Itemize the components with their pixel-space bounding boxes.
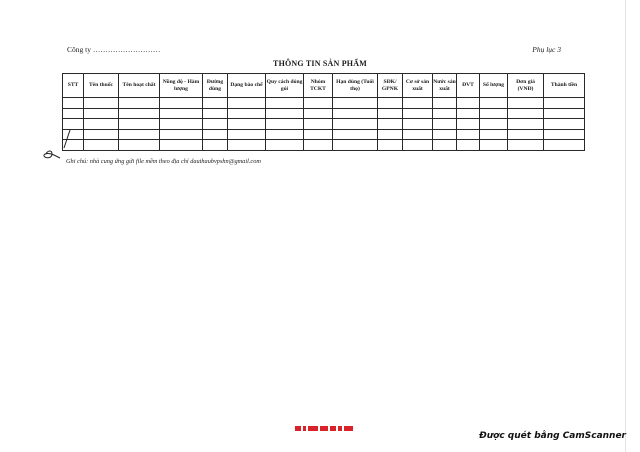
note-text: Ghi chú: nhà cung ứng gửi file mềm theo địa chỉ dauthaubvpshn@gmail.com <box>66 158 261 165</box>
table-cell <box>119 129 160 140</box>
table-cell <box>266 119 304 130</box>
table-cell <box>228 119 266 130</box>
table-cell <box>457 119 480 130</box>
column-header: STT <box>63 74 84 98</box>
table-cell <box>63 98 84 109</box>
table-cell <box>544 98 585 109</box>
table-cell <box>480 140 508 151</box>
table-cell <box>266 129 304 140</box>
table-cell <box>403 108 433 119</box>
product-info-table <box>62 73 585 151</box>
column-header: Dạng bào chế <box>228 74 266 98</box>
column-header: Số lượng <box>480 74 508 98</box>
table-cell <box>480 108 508 119</box>
table-cell <box>403 98 433 109</box>
table-header-row <box>63 74 585 98</box>
column-header: Đường dùng <box>203 74 228 98</box>
table-cell <box>508 98 544 109</box>
table-cell <box>119 119 160 130</box>
table-cell <box>480 129 508 140</box>
column-header: Tên thuốc <box>84 74 119 98</box>
table-body <box>63 98 585 151</box>
table-cell <box>304 108 333 119</box>
column-header: Thành tiền <box>544 74 585 98</box>
table-row <box>63 98 585 109</box>
column-header: ĐVT <box>457 74 480 98</box>
table-cell <box>403 119 433 130</box>
table-cell <box>457 129 480 140</box>
column-header: Nồng độ - Hàm lượng <box>160 74 203 98</box>
table-cell <box>403 140 433 151</box>
table-cell <box>508 108 544 119</box>
table-cell <box>544 140 585 151</box>
company-line: Công ty ……………………… <box>67 45 161 54</box>
table-cell <box>266 140 304 151</box>
table-cell <box>433 129 457 140</box>
table-cell <box>378 140 403 151</box>
table-cell <box>433 108 457 119</box>
table-cell <box>508 119 544 130</box>
table-cell <box>160 119 203 130</box>
table-cell <box>333 98 378 109</box>
table-cell <box>84 140 119 151</box>
table-cell <box>160 140 203 151</box>
table-cell <box>228 98 266 109</box>
table-cell <box>84 129 119 140</box>
table-cell <box>266 108 304 119</box>
table-cell <box>457 140 480 151</box>
table-cell <box>544 108 585 119</box>
table-cell <box>266 98 304 109</box>
table-cell <box>203 98 228 109</box>
red-stamp-mark <box>295 426 353 431</box>
table-cell <box>378 108 403 119</box>
table-cell <box>63 108 84 119</box>
table-row <box>63 119 585 130</box>
table-cell <box>480 119 508 130</box>
table-cell <box>480 98 508 109</box>
column-header: Nhóm TCKT <box>304 74 333 98</box>
table-cell <box>508 140 544 151</box>
table-row <box>63 108 585 119</box>
table-row <box>63 140 585 151</box>
table-cell <box>333 108 378 119</box>
table-cell <box>119 140 160 151</box>
table-cell <box>228 140 266 151</box>
table-cell <box>203 140 228 151</box>
column-header: Nước sản xuất <box>433 74 457 98</box>
page-title: THÔNG TIN SẢN PHẨM <box>273 59 367 68</box>
table-cell <box>403 129 433 140</box>
column-header: Tên hoạt chất <box>119 74 160 98</box>
column-header: SĐK/ GPNK <box>378 74 403 98</box>
table-cell <box>160 129 203 140</box>
table-cell <box>228 129 266 140</box>
table-cell <box>433 119 457 130</box>
camscanner-watermark: Được quét bằng CamScanner <box>479 431 626 441</box>
table-cell <box>457 98 480 109</box>
table-cell <box>203 129 228 140</box>
table-cell <box>203 119 228 130</box>
table-cell <box>378 119 403 130</box>
handwritten-mark <box>40 128 76 162</box>
table-cell <box>378 98 403 109</box>
table-cell <box>544 119 585 130</box>
table-row <box>63 129 585 140</box>
table-cell <box>203 108 228 119</box>
table-cell <box>304 140 333 151</box>
table-cell <box>304 129 333 140</box>
table-cell <box>544 129 585 140</box>
column-header: Quy cách đóng gói <box>266 74 304 98</box>
table-cell <box>84 108 119 119</box>
table-cell <box>84 98 119 109</box>
table-cell <box>160 108 203 119</box>
table-cell <box>304 98 333 109</box>
table-cell <box>378 129 403 140</box>
table-cell <box>433 98 457 109</box>
table-cell <box>333 140 378 151</box>
table-cell <box>160 98 203 109</box>
column-header: Hạn dùng (Tuổi thọ) <box>333 74 378 98</box>
table-cell <box>84 119 119 130</box>
table-cell <box>119 98 160 109</box>
table-cell <box>228 108 266 119</box>
table-cell <box>433 140 457 151</box>
table-cell <box>333 129 378 140</box>
table-cell <box>333 119 378 130</box>
table-cell <box>457 108 480 119</box>
column-header: Đơn giá (VNĐ) <box>508 74 544 98</box>
column-header: Cơ sở sản xuất <box>403 74 433 98</box>
table-cell <box>304 119 333 130</box>
appendix-label: Phụ lục 3 <box>532 45 561 54</box>
table-cell <box>508 129 544 140</box>
table-cell <box>119 108 160 119</box>
